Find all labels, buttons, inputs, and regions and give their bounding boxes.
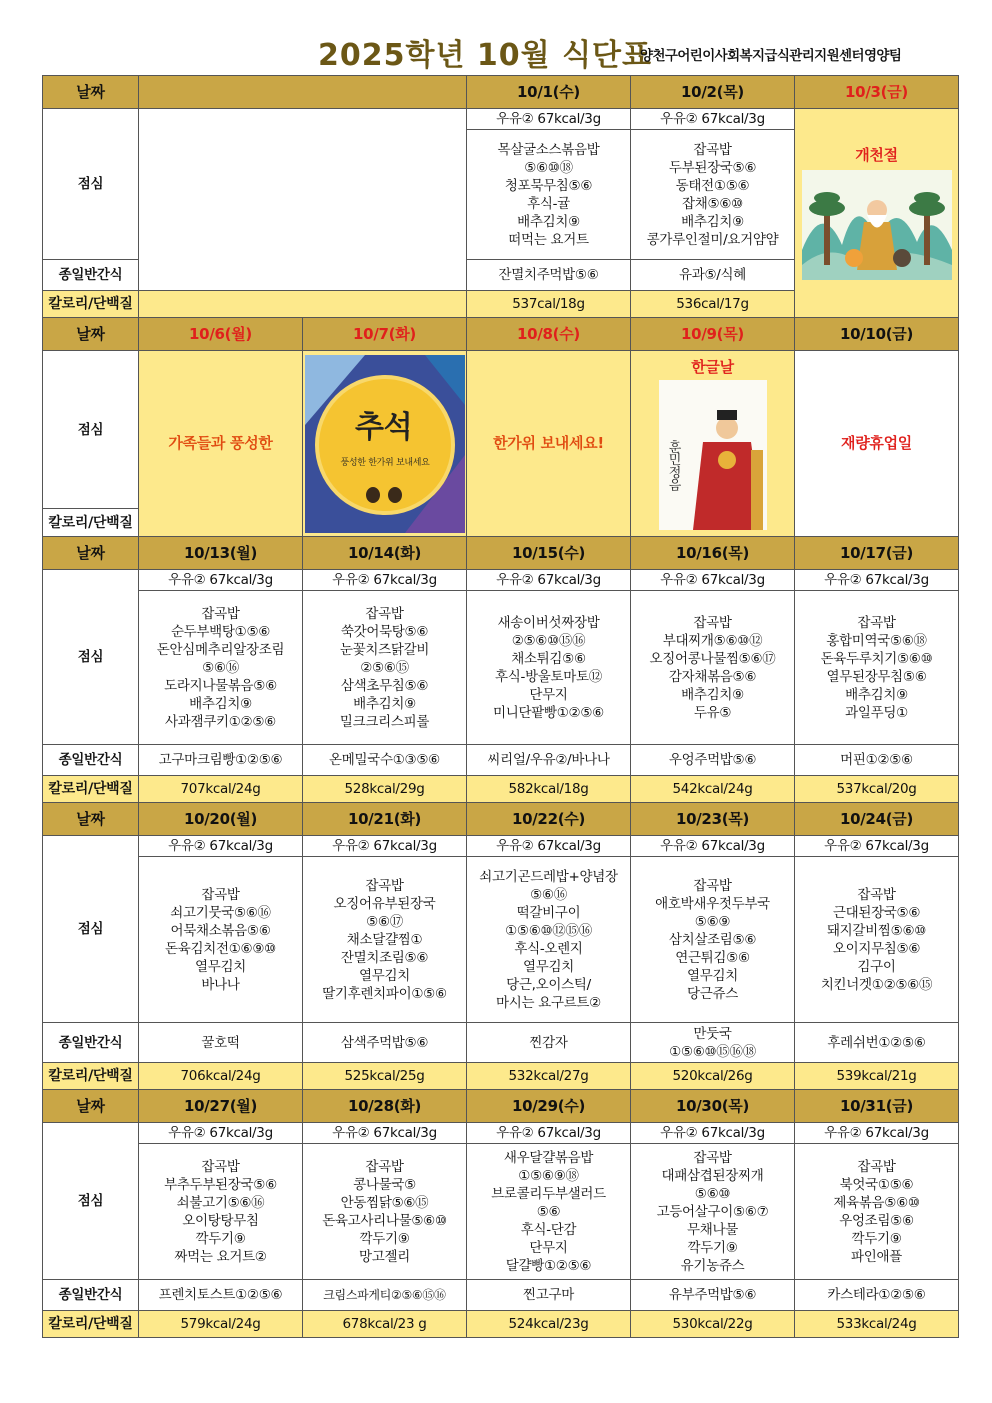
date-cell: 10/17(금)	[795, 537, 959, 570]
milk-row	[43, 109, 959, 130]
kcal-cell: 537cal/18g	[467, 291, 631, 318]
lunch-cell: 잡곡밥 부대찌개⑤⑥⑩⑫ 오징어콩나물찜⑤⑥⑰ 감자채볶음⑤⑥ 배추김치⑨ 두유⑤	[631, 591, 795, 745]
date-cell: 10/29(수)	[467, 1090, 631, 1123]
date-cell: 10/15(수)	[467, 537, 631, 570]
kcal-cell: 530kcal/22g	[631, 1311, 795, 1338]
date-cell: 10/31(금)	[795, 1090, 959, 1123]
lunch-row	[43, 591, 959, 745]
empty-cell	[139, 109, 467, 291]
milk-cell: 우유② 67kcal/3g	[631, 570, 795, 591]
milk-cell: 우유② 67kcal/3g	[795, 836, 959, 857]
snack-cell: 유과⑤/식혜	[631, 260, 795, 291]
lunch-label: 점심	[43, 109, 139, 260]
chuseok-image-cell	[303, 351, 467, 537]
hangul-day-name: 한글날	[691, 357, 734, 376]
date-cell-holiday: 10/8(수)	[467, 318, 631, 351]
date-cell: 10/14(화)	[303, 537, 467, 570]
date-empty	[139, 76, 467, 109]
lunch-cell: 새송이버섯짜장밥 ②⑤⑥⑩⑮⑯ 채소튀김⑤⑥ 후식-방울토마토⑫ 단무지 미니단팥빵①②⑤⑥	[467, 591, 631, 745]
lunch-cell: 목살굴소스볶음밥 ⑤⑥⑩⑱ 청포묵무침⑤⑥ 후식-귤 배추김치⑨ 떠먹는 요거트	[467, 130, 631, 260]
dangun-illustration	[802, 170, 952, 280]
date-cell-holiday: 10/9(목)	[631, 318, 795, 351]
snack-cell: 씨리얼/우유②/바나나	[467, 745, 631, 776]
kcal-cell: 542kcal/24g	[631, 776, 795, 803]
lunch-label: 점심	[43, 570, 139, 745]
kcal-cell: 706kcal/24g	[139, 1063, 303, 1090]
lunch-cell: 잡곡밥 오징어유부된장국 ⑤⑥⑰ 채소달걀찜① 잔멸치조림⑤⑥ 열무김치 딸기후렌치파이①⑤⑥	[303, 857, 467, 1023]
date-label: 날짜	[43, 318, 139, 351]
date-row	[43, 803, 959, 836]
kcal-cell: 707kcal/24g	[139, 776, 303, 803]
milk-cell: 우유② 67kcal/3g	[303, 836, 467, 857]
lunch-cell: 잡곡밥 홍합미역국⑤⑥⑱ 돈육두루치기⑤⑥⑩ 열무된장무침⑤⑥ 배추김치⑨ 과일푸딩①	[795, 591, 959, 745]
chuseok-moon-illustration	[305, 355, 465, 533]
holiday-row	[43, 351, 959, 509]
lunch-cell: 새우달걀볶음밥 ①⑤⑥⑨⑱ 브로콜리두부샐러드 ⑤⑥ 후식-단감 단무지 달걀빵①②⑤⑥	[467, 1144, 631, 1280]
milk-cell: 우유② 67kcal/3g	[303, 570, 467, 591]
lunch-cell: 잡곡밥 북엇국①⑤⑥ 제육볶음⑤⑥⑩ 우엉조림⑤⑥ 깍두기⑨ 파인애플	[795, 1144, 959, 1280]
milk-cell: 우유② 67kcal/3g	[303, 1123, 467, 1144]
milk-cell: 우유② 67kcal/3g	[139, 570, 303, 591]
milk-row	[43, 1123, 959, 1144]
kcal-label: 칼로리/단백질	[43, 291, 139, 318]
lunch-cell: 잡곡밥 쑥갓어묵탕⑤⑥ 눈꽃치즈닭갈비 ②⑤⑥⑮ 삼색초무침⑤⑥ 배추김치⑨ 밀크크리스피롤	[303, 591, 467, 745]
snack-label: 종일반간식	[43, 260, 139, 291]
page-title: 2025학년 10월 식단표	[318, 38, 653, 73]
date-cell: 10/30(목)	[631, 1090, 795, 1123]
date-row	[43, 1090, 959, 1123]
snack-cell: 우엉주먹밥⑤⑥	[631, 745, 795, 776]
snack-cell: 만둣국 ①⑤⑥⑩⑮⑯⑱	[631, 1023, 795, 1063]
date-row	[43, 318, 959, 351]
snack-label: 종일반간식	[43, 745, 139, 776]
menu-table	[42, 75, 959, 1338]
milk-cell: 우유② 67kcal/3g	[631, 109, 795, 130]
date-row	[43, 537, 959, 570]
snack-cell: 꿀호떡	[139, 1023, 303, 1063]
milk-cell: 우유② 67kcal/3g	[467, 836, 631, 857]
date-cell: 10/20(월)	[139, 803, 303, 836]
lunch-label: 점심	[43, 836, 139, 1023]
milk-row	[43, 570, 959, 591]
milk-cell: 우유② 67kcal/3g	[631, 836, 795, 857]
snack-cell: 유부주먹밥⑤⑥	[631, 1280, 795, 1311]
lunch-label: 점심	[43, 351, 139, 509]
milk-cell: 우유② 67kcal/3g	[467, 570, 631, 591]
snack-cell: 온메밀국수①③⑤⑥	[303, 745, 467, 776]
date-row	[43, 76, 959, 109]
date-cell-holiday: 10/3(금)	[795, 76, 959, 109]
date-cell-holiday: 10/7(화)	[303, 318, 467, 351]
kcal-cell: 536cal/17g	[631, 291, 795, 318]
kcal-cell: 525kcal/25g	[303, 1063, 467, 1090]
lunch-cell: 잡곡밥 근대된장국⑤⑥ 돼지갈비찜⑤⑥⑩ 오이지무침⑤⑥ 김구이 치킨너겟①②⑤⑥⑮	[795, 857, 959, 1023]
center-name: 양천구어린이사회복지급식관리지원센터영양팀	[640, 48, 902, 64]
date-cell: 10/16(목)	[631, 537, 795, 570]
date-cell: 10/2(목)	[631, 76, 795, 109]
date-label: 날짜	[43, 803, 139, 836]
kcal-label: 칼로리/단백질	[43, 509, 139, 537]
date-label: 날짜	[43, 1090, 139, 1123]
lunch-row	[43, 857, 959, 1023]
snack-row	[43, 1280, 959, 1311]
lunch-cell: 쇠고기곤드레밥+양념장 ⑤⑥⑯ 떡갈비구이 ①⑤⑥⑩⑫⑮⑯ 후식-오렌지 열무김치 당근,오이스틱/ 마시는 요구르트②	[467, 857, 631, 1023]
kcal-label: 칼로리/단백질	[43, 776, 139, 803]
snack-cell: 찐감자	[467, 1023, 631, 1063]
date-cell: 10/10(금)	[795, 318, 959, 351]
kcal-row	[43, 1063, 959, 1090]
kcal-label: 칼로리/단백질	[43, 1311, 139, 1338]
snack-cell: 잔멸치주먹밥⑤⑥	[467, 260, 631, 291]
chuseok-subtitle: 풍성한 한가위 보내세요	[339, 457, 430, 468]
closed-day-cell: 재량휴업일	[795, 351, 959, 537]
king-sejong-illustration	[659, 380, 767, 530]
snack-cell: 크림스파게티②⑤⑥⑮⑯	[303, 1280, 467, 1311]
page-header	[0, 28, 992, 72]
milk-row	[43, 836, 959, 857]
date-label: 날짜	[43, 537, 139, 570]
lunch-cell: 잡곡밥 쇠고기뭇국⑤⑥⑯ 어묵채소볶음⑤⑥ 돈육김치전①⑥⑨⑩ 열무김치 바나나	[139, 857, 303, 1023]
kcal-cell: 532kcal/27g	[467, 1063, 631, 1090]
kcal-cell: 539kcal/21g	[795, 1063, 959, 1090]
snack-cell: 카스테라①②⑤⑥	[795, 1280, 959, 1311]
milk-cell: 우유② 67kcal/3g	[795, 570, 959, 591]
date-label: 날짜	[43, 76, 139, 109]
snack-cell: 찐고구마	[467, 1280, 631, 1311]
snack-cell: 머핀①②⑤⑥	[795, 745, 959, 776]
lunch-cell: 잡곡밥 순두부백탕①⑤⑥ 돈안심메추리알장조림 ⑤⑥⑯ 도라지나물볶음⑤⑥ 배추김치⑨ 사과잼쿠키①②⑤⑥	[139, 591, 303, 745]
snack-row	[43, 745, 959, 776]
lunch-cell: 잡곡밥 부추두부된장국⑤⑥ 쇠불고기⑤⑥⑯ 오이탕탕무침 깍두기⑨ 짜먹는 요거트②	[139, 1144, 303, 1280]
kcal-cell: 520kcal/26g	[631, 1063, 795, 1090]
milk-cell: 우유② 67kcal/3g	[795, 1123, 959, 1144]
date-cell: 10/1(수)	[467, 76, 631, 109]
kcal-cell: 528kcal/29g	[303, 776, 467, 803]
kcal-empty	[139, 291, 467, 318]
milk-cell: 우유② 67kcal/3g	[631, 1123, 795, 1144]
snack-label: 종일반간식	[43, 1280, 139, 1311]
milk-cell: 우유② 67kcal/3g	[467, 109, 631, 130]
lunch-cell: 잡곡밥 대패삼겹된장찌개 ⑤⑥⑩ 고등어살구이⑤⑥⑦ 무채나물 깍두기⑨ 유기농쥬스	[631, 1144, 795, 1280]
lunch-cell: 잡곡밥 애호박새우젓두부국 ⑤⑥⑨ 삼치살조림⑤⑥ 연근튀김⑤⑥ 열무김치 당근쥬스	[631, 857, 795, 1023]
snack-label: 종일반간식	[43, 1023, 139, 1063]
date-cell: 10/28(화)	[303, 1090, 467, 1123]
milk-cell: 우유② 67kcal/3g	[139, 1123, 303, 1144]
hunmin-text: 훈민정음	[665, 439, 680, 491]
hangul-day-cell	[631, 351, 795, 537]
kcal-cell: 678kcal/23 g	[303, 1311, 467, 1338]
kcal-cell: 524kcal/23g	[467, 1311, 631, 1338]
kcal-row	[43, 776, 959, 803]
snack-cell: 고구마크림빵①②⑤⑥	[139, 745, 303, 776]
snack-cell: 삼색주먹밥⑤⑥	[303, 1023, 467, 1063]
date-cell: 10/23(목)	[631, 803, 795, 836]
date-cell: 10/22(수)	[467, 803, 631, 836]
kcal-row	[43, 1311, 959, 1338]
kcal-cell: 533kcal/24g	[795, 1311, 959, 1338]
date-cell-holiday: 10/6(월)	[139, 318, 303, 351]
date-cell: 10/21(화)	[303, 803, 467, 836]
holiday-name: 개천절	[855, 146, 898, 164]
lunch-label: 점심	[43, 1123, 139, 1280]
date-cell: 10/27(월)	[139, 1090, 303, 1123]
chuseok-title: 추석	[354, 409, 412, 445]
kcal-cell: 537kcal/20g	[795, 776, 959, 803]
chuseok-message-2: 한가위 보내세요!	[467, 351, 631, 537]
date-cell: 10/24(금)	[795, 803, 959, 836]
snack-cell: 프렌치토스트①②⑤⑥	[139, 1280, 303, 1311]
snack-row	[43, 1023, 959, 1063]
milk-cell: 우유② 67kcal/3g	[139, 836, 303, 857]
lunch-cell: 잡곡밥 두부된장국⑤⑥ 동태전①⑤⑥ 잡채⑤⑥⑩ 배추김치⑨ 콩가루인절미/요거얌얌	[631, 130, 795, 260]
holiday-cell	[795, 109, 959, 318]
date-cell: 10/13(월)	[139, 537, 303, 570]
kcal-label: 칼로리/단백질	[43, 1063, 139, 1090]
kcal-cell: 582kcal/18g	[467, 776, 631, 803]
kcal-cell: 579kcal/24g	[139, 1311, 303, 1338]
lunch-cell: 잡곡밥 콩나물국⑤ 안동찜닭⑤⑥⑮ 돈육고사리나물⑤⑥⑩ 깍두기⑨ 망고젤리	[303, 1144, 467, 1280]
lunch-row	[43, 1144, 959, 1280]
chuseok-message-1: 가족들과 풍성한	[139, 351, 303, 537]
milk-cell: 우유② 67kcal/3g	[467, 1123, 631, 1144]
snack-cell: 후레쉬번①②⑤⑥	[795, 1023, 959, 1063]
